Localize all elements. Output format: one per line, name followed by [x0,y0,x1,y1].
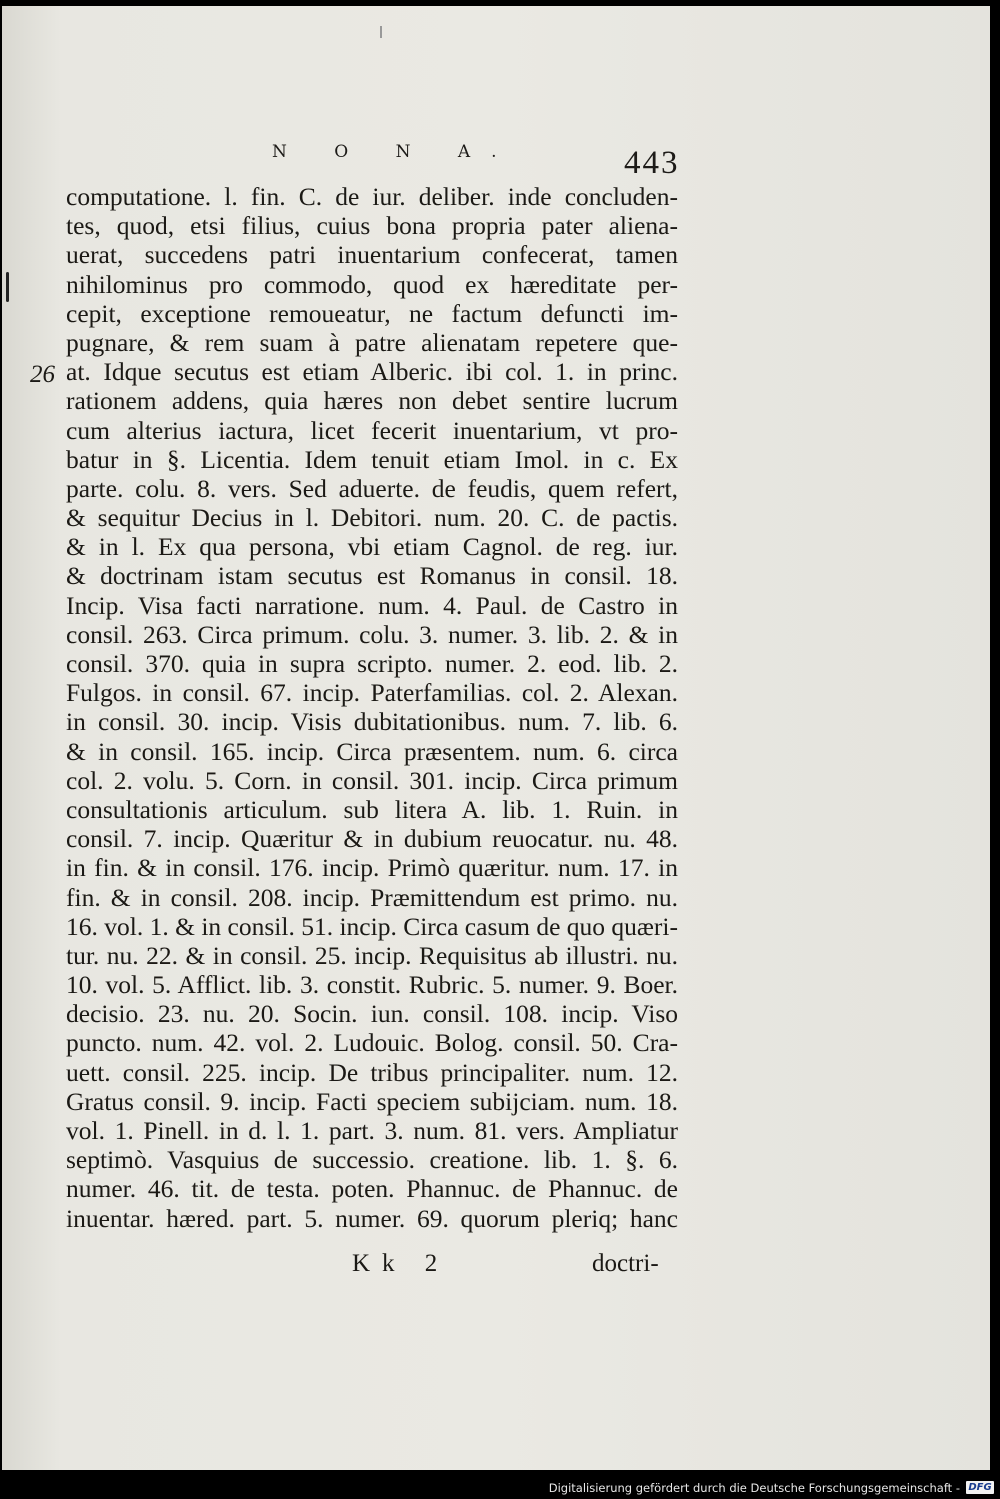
margin-note: 26 [30,361,55,388]
footer-credit: Digitalisierung gefördert durch die Deutsche Forschungsgemeinschaft - [548,1481,960,1495]
text-line: in fin. & in consil. 176. incip. Primò quæritur. num. 17. in [66,853,678,883]
text-line: nihilominus pro commodo, quod ex hæreditate per- [66,269,678,299]
text-line: consultationis articulum. sub litera A. lib. 1. Ruin. in [66,794,678,824]
text-line: uett. consil. 225. incip. De tribus principaliter. num. 12. [66,1057,678,1087]
text-line: Incip. Visa facti narratione. num. 4. Paul. de Castro in [66,590,678,620]
page-edge-mark [6,272,9,302]
text-line: tes, quod, etsi filius, cuius bona propria pater aliena- [66,211,678,241]
text-line: rationem addens, quia hæres non debet sentire lucrum [66,386,678,416]
text-line: consil. 370. quia in supra scripto. numer. 2. eod. lib. 2. [66,649,678,678]
text-line: Gratus consil. 9. incip. Facti speciem subijciam. num. 18. [66,1086,678,1116]
text-line: & in consil. 165. incip. Circa præsentem. num. 6. circa [66,736,678,766]
book-page [2,6,990,1470]
text-line: at. Idque secutus est etiam Alberic. ibi col. 1. in princ. [66,357,678,387]
text-line: 10. vol. 5. Afflict. lib. 3. constit. Rubric. 5. numer. 9. Boer. [66,970,678,1000]
text-line: pugnare, & rem suam à patre alienatam repetere que- [66,327,678,357]
text-line: consil. 7. incip. Quæritur & in dubium reuocatur. nu. 48. [66,824,678,854]
signature-mark: Kk 2 [352,1250,450,1277]
text-line: & sequitur Decius in l. Debitori. num. 20. C. de pactis. [66,503,678,533]
text-line: col. 2. volu. 5. Corn. in consil. 301. incip. Circa primum [66,765,678,795]
page-number: 443 [624,145,680,181]
text-line: 16. vol. 1. & in consil. 51. incip. Circa casum de quo quæri- [66,911,678,941]
text-line: in consil. 30. incip. Visis dubitationibus. num. 7. lib. 6. [66,707,678,737]
running-head: N O N A. [272,142,518,162]
text-line: fin. & in consil. 208. incip. Præmittendum est primo. nu. [66,882,678,912]
text-line: numer. 46. tit. de testa. poten. Phannuc. de Phannuc. de [66,1174,678,1204]
text-line: batur in §. Licentia. Idem tenuit etiam Imol. in c. Ex [66,444,678,474]
text-line: cum alterius iactura, licet fecerit inuentarium, vt pro- [66,415,678,445]
text-line: tur. nu. 22. & in consil. 25. incip. Requisitus ab illustri. nu. [66,940,678,970]
text-line: & in l. Ex qua persona, vbi etiam Cagnol. de reg. iur. [66,532,678,562]
text-line: parte. colu. 8. vers. Sed aduerte. de feudis, quem refert, [66,473,678,503]
page-top-tick [380,26,382,38]
footer-strip [0,1478,1000,1499]
text-line: vol. 1. Pinell. in d. l. 1. part. 3. num. 81. vers. Ampliatur [66,1116,678,1145]
text-line: Fulgos. in consil. 67. incip. Paterfamilias. col. 2. Alexan. [66,678,678,708]
text-line: uerat, succedens patri inuentarium confecerat, tamen [66,240,678,270]
body-text [66,182,678,1233]
text-line: cepit, exceptione remoueatur, ne factum defuncti im- [66,298,678,328]
dfg-logo: DFG [966,1481,994,1494]
text-line: computatione. l. fin. C. de iur. deliber. inde concluden- [66,182,678,211]
text-line: inuentar. hæred. part. 5. numer. 69. quorum pleriq; hanc [66,1203,678,1233]
catchword: doctri- [592,1250,659,1277]
text-line: consil. 263. Circa primum. colu. 3. numer. 3. lib. 2. & in [66,619,678,649]
text-line: septimò. Vasquius de successio. creatione. lib. 1. §. 6. [66,1145,678,1175]
text-line: puncto. num. 42. vol. 2. Ludouic. Bolog. consil. 50. Cra- [66,1028,678,1058]
text-line: decisio. 23. nu. 20. Socin. iun. consil. 108. incip. Viso [66,999,678,1029]
text-line: & doctrinam istam secutus est Romanus in consil. 18. [66,561,678,591]
